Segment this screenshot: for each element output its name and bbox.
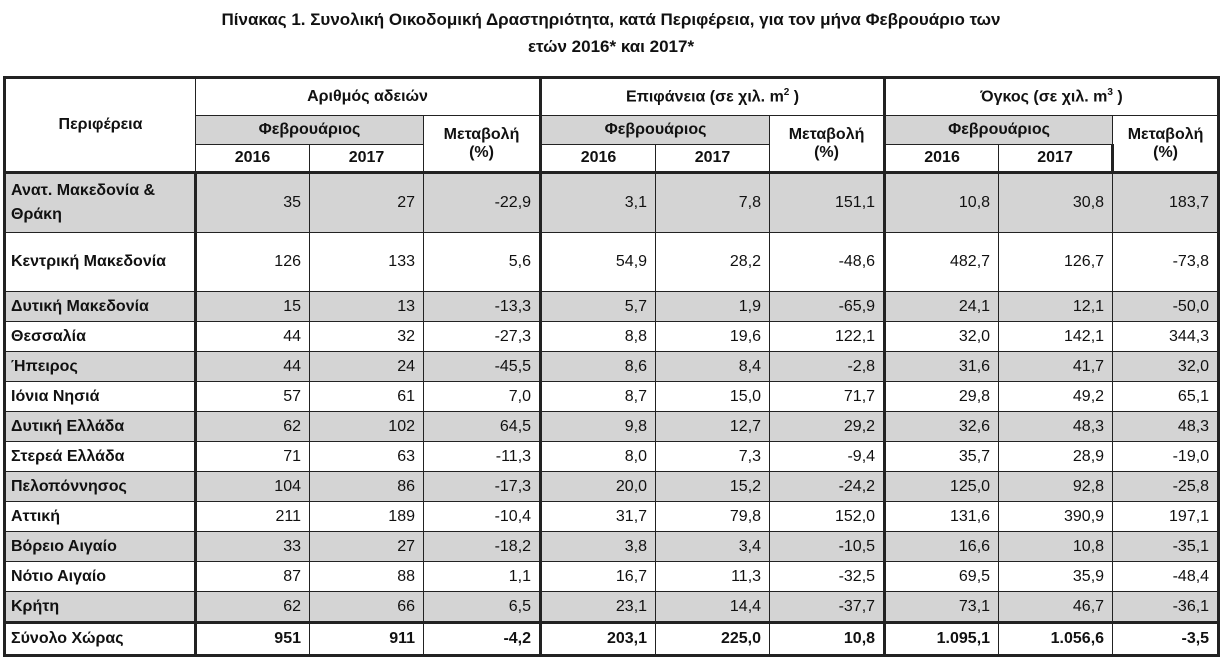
value-cell: 79,8: [656, 502, 770, 532]
value-cell: 15,0: [656, 382, 770, 412]
value-cell: 152,0: [770, 502, 885, 532]
value-cell: 7,0: [424, 382, 541, 412]
value-cell: 12,1: [999, 292, 1113, 322]
value-cell: 131,6: [885, 502, 999, 532]
value-cell: 151,1: [770, 173, 885, 233]
header-year-2016: 2016: [541, 145, 656, 173]
value-cell: 211: [196, 502, 310, 532]
value-cell: -48,6: [770, 233, 885, 292]
header-permits: Αριθμός αδειών: [196, 78, 541, 116]
value-cell: 8,4: [656, 352, 770, 382]
table-row: [5, 382, 1219, 412]
value-cell: 125,0: [885, 472, 999, 502]
table-body: [5, 173, 1219, 656]
header-change-volume: [1113, 116, 1219, 173]
value-cell: 48,3: [999, 412, 1113, 442]
region-cell: Σύνολο Χώρας: [5, 623, 196, 656]
value-cell: -13,3: [424, 292, 541, 322]
table-title: [0, 0, 1222, 65]
value-cell: 73,1: [885, 592, 999, 623]
value-cell: 15: [196, 292, 310, 322]
value-cell: 32,0: [885, 322, 999, 352]
value-cell: 7,8: [656, 173, 770, 233]
value-cell: 10,8: [999, 532, 1113, 562]
header-region: Περιφέρεια: [5, 78, 196, 173]
value-cell: -17,3: [424, 472, 541, 502]
value-cell: 16,7: [541, 562, 656, 592]
value-cell: 65,1: [1113, 382, 1219, 412]
table-row: [5, 173, 1219, 233]
value-cell: -36,1: [1113, 592, 1219, 623]
value-cell: -11,3: [424, 442, 541, 472]
value-cell: 31,6: [885, 352, 999, 382]
value-cell: 46,7: [999, 592, 1113, 623]
value-cell: 33: [196, 532, 310, 562]
header-year-2016: 2016: [196, 145, 310, 173]
value-cell: 54,9: [541, 233, 656, 292]
value-cell: -73,8: [1113, 233, 1219, 292]
header-year-2017: 2017: [656, 145, 770, 173]
value-cell: 3,1: [541, 173, 656, 233]
header-year-2017: 2017: [999, 145, 1113, 173]
value-cell: -2,8: [770, 352, 885, 382]
change-line-1: Μεταβολή: [443, 125, 520, 143]
value-cell: 203,1: [541, 623, 656, 656]
value-cell: 57: [196, 382, 310, 412]
value-cell: -10,4: [424, 502, 541, 532]
table-row: [5, 562, 1219, 592]
region-cell: Βόρειο Αιγαίο: [5, 532, 196, 562]
value-cell: 62: [196, 412, 310, 442]
value-cell: 88: [310, 562, 424, 592]
value-cell: 20,0: [541, 472, 656, 502]
value-cell: 3,8: [541, 532, 656, 562]
value-cell: 24,1: [885, 292, 999, 322]
table-row: [5, 233, 1219, 292]
header-area-text: Επιφάνεια (σε χιλ. m: [625, 88, 784, 106]
value-cell: 27: [310, 173, 424, 233]
value-cell: 66: [310, 592, 424, 623]
value-cell: 9,8: [541, 412, 656, 442]
value-cell: 35,9: [999, 562, 1113, 592]
total-row: [5, 623, 1219, 656]
value-cell: 8,6: [541, 352, 656, 382]
value-cell: 7,3: [656, 442, 770, 472]
value-cell: 32,6: [885, 412, 999, 442]
table-row: [5, 592, 1219, 623]
value-cell: 62: [196, 592, 310, 623]
value-cell: 32,0: [1113, 352, 1219, 382]
value-cell: 35,7: [885, 442, 999, 472]
header-area: [541, 78, 885, 116]
value-cell: -25,8: [1113, 472, 1219, 502]
value-cell: 126: [196, 233, 310, 292]
value-cell: 1.056,6: [999, 623, 1113, 656]
value-cell: 16,6: [885, 532, 999, 562]
header-year-2016: 2016: [885, 145, 999, 173]
value-cell: 30,8: [999, 173, 1113, 233]
value-cell: 8,8: [541, 322, 656, 352]
value-cell: 29,2: [770, 412, 885, 442]
value-cell: -35,1: [1113, 532, 1219, 562]
header-volume-suffix: ): [1112, 88, 1123, 106]
value-cell: 32: [310, 322, 424, 352]
value-cell: 1,9: [656, 292, 770, 322]
value-cell: -9,4: [770, 442, 885, 472]
region-cell: Στερεά Ελλάδα: [5, 442, 196, 472]
header-volume: [885, 78, 1219, 116]
value-cell: -22,9: [424, 173, 541, 233]
region-cell: Πελοπόννησος: [5, 472, 196, 502]
table-row: [5, 442, 1219, 472]
value-cell: -27,3: [424, 322, 541, 352]
value-cell: 344,3: [1113, 322, 1219, 352]
value-cell: -18,2: [424, 532, 541, 562]
value-cell: 11,3: [656, 562, 770, 592]
change-line-2: (%): [469, 143, 494, 161]
value-cell: 104: [196, 472, 310, 502]
value-cell: 61: [310, 382, 424, 412]
value-cell: -19,0: [1113, 442, 1219, 472]
value-cell: -45,5: [424, 352, 541, 382]
value-cell: 92,8: [999, 472, 1113, 502]
value-cell: 197,1: [1113, 502, 1219, 532]
value-cell: 27: [310, 532, 424, 562]
header-change-area: [770, 116, 885, 173]
value-cell: 86: [310, 472, 424, 502]
value-cell: 189: [310, 502, 424, 532]
value-cell: 8,0: [541, 442, 656, 472]
title-line-2: ετών 2016* και 2017*: [527, 37, 695, 56]
table-row: [5, 412, 1219, 442]
value-cell: 1.095,1: [885, 623, 999, 656]
value-cell: -10,5: [770, 532, 885, 562]
value-cell: 225,0: [656, 623, 770, 656]
region-cell: Ιόνια Νησιά: [5, 382, 196, 412]
table-row: [5, 352, 1219, 382]
header-area-sup: 2: [783, 87, 790, 99]
value-cell: 64,5: [424, 412, 541, 442]
value-cell: 122,1: [770, 322, 885, 352]
value-cell: -50,0: [1113, 292, 1219, 322]
value-cell: 69,5: [885, 562, 999, 592]
value-cell: 41,7: [999, 352, 1113, 382]
construction-activity-table: [3, 76, 1220, 657]
value-cell: 63: [310, 442, 424, 472]
table-row: [5, 532, 1219, 562]
value-cell: 35: [196, 173, 310, 233]
value-cell: 29,8: [885, 382, 999, 412]
value-cell: -48,4: [1113, 562, 1219, 592]
header-area-suffix: ): [789, 88, 800, 106]
table-row: [5, 322, 1219, 352]
value-cell: -65,9: [770, 292, 885, 322]
header-volume-text: Όγκος (σε χιλ. m: [980, 88, 1108, 106]
value-cell: 126,7: [999, 233, 1113, 292]
value-cell: 23,1: [541, 592, 656, 623]
value-cell: 87: [196, 562, 310, 592]
change-line-2: (%): [1153, 143, 1178, 161]
value-cell: -4,2: [424, 623, 541, 656]
value-cell: 951: [196, 623, 310, 656]
region-cell: Ήπειρος: [5, 352, 196, 382]
header-year-2017: 2017: [310, 145, 424, 173]
value-cell: 390,9: [999, 502, 1113, 532]
header-volume-sup: 3: [1107, 87, 1113, 99]
value-cell: 71: [196, 442, 310, 472]
value-cell: 15,2: [656, 472, 770, 502]
value-cell: 10,8: [885, 173, 999, 233]
value-cell: -24,2: [770, 472, 885, 502]
region-cell: Δυτική Ελλάδα: [5, 412, 196, 442]
value-cell: 142,1: [999, 322, 1113, 352]
header-month-area: Φεβρουάριος: [541, 116, 770, 145]
value-cell: 10,8: [770, 623, 885, 656]
region-cell: Νότιο Αιγαίο: [5, 562, 196, 592]
value-cell: 911: [310, 623, 424, 656]
value-cell: -37,7: [770, 592, 885, 623]
value-cell: 5,6: [424, 233, 541, 292]
value-cell: 71,7: [770, 382, 885, 412]
value-cell: 12,7: [656, 412, 770, 442]
header-month-permits: Φεβρουάριος: [196, 116, 424, 145]
title-line-1: Πίνακας 1. Συνολική Οικοδομική Δραστηριότητα, κατά Περιφέρεια, για τον μήνα Φεβρουάριο των: [221, 10, 1001, 29]
value-cell: 102: [310, 412, 424, 442]
value-cell: 31,7: [541, 502, 656, 532]
change-line-1: Μεταβολή: [788, 125, 865, 143]
region-cell: Θεσσαλία: [5, 322, 196, 352]
value-cell: 13: [310, 292, 424, 322]
change-line-2: (%): [814, 143, 839, 161]
value-cell: 48,3: [1113, 412, 1219, 442]
header-month-volume: Φεβρουάριος: [885, 116, 1113, 145]
value-cell: 28,9: [999, 442, 1113, 472]
value-cell: 8,7: [541, 382, 656, 412]
table-row: [5, 502, 1219, 532]
value-cell: -3,5: [1113, 623, 1219, 656]
value-cell: 1,1: [424, 562, 541, 592]
value-cell: 44: [196, 352, 310, 382]
table-row: [5, 472, 1219, 502]
value-cell: 14,4: [656, 592, 770, 623]
region-cell: Δυτική Μακεδονία: [5, 292, 196, 322]
change-line-1: Μεταβολή: [1127, 125, 1204, 143]
region-cell: Κεντρική Μακεδονία: [5, 233, 196, 292]
value-cell: -32,5: [770, 562, 885, 592]
region-cell: Ανατ. Μακεδονία & Θράκη: [5, 173, 196, 233]
region-cell: Αττική: [5, 502, 196, 532]
value-cell: 44: [196, 322, 310, 352]
value-cell: 3,4: [656, 532, 770, 562]
value-cell: 49,2: [999, 382, 1113, 412]
table-row: [5, 292, 1219, 322]
value-cell: 28,2: [656, 233, 770, 292]
header-change-permits: [424, 116, 541, 173]
value-cell: 6,5: [424, 592, 541, 623]
value-cell: 482,7: [885, 233, 999, 292]
value-cell: 5,7: [541, 292, 656, 322]
value-cell: 24: [310, 352, 424, 382]
region-cell: Κρήτη: [5, 592, 196, 623]
value-cell: 183,7: [1113, 173, 1219, 233]
value-cell: 133: [310, 233, 424, 292]
value-cell: 19,6: [656, 322, 770, 352]
